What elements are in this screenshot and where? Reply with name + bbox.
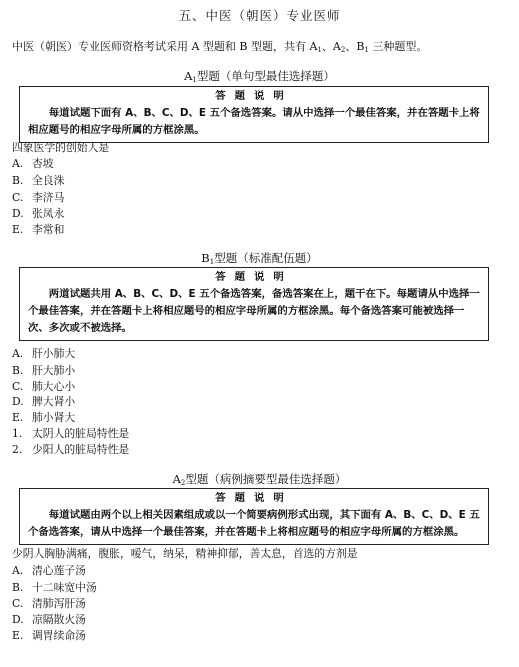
option-d: D. 脾大肾小 <box>12 395 76 408</box>
option-e: E. 李常和 <box>12 223 65 236</box>
question-1: 1. 太阴人的脏局特性是 <box>12 427 130 440</box>
instruction-text: 每道试题下面有 A、B、C、D、E 五个备选答案。请从中选择一个最佳答案，并在答题卡上将相应题号的相应字母所属的方框涂黑。 <box>28 107 480 136</box>
option-c: C. 清肺泻肝汤 <box>12 597 86 610</box>
intro-paragraph: 中医（朝医）专业医师资格考试采用 A 型题和 B 型题，共有 $A_1$、$A_2$、$B_1$ 三种题型。 <box>12 40 428 54</box>
option-b: B. 十二味宽中汤 <box>12 581 97 594</box>
instruction-box-b1 <box>19 267 489 341</box>
instruction-heading: 答题说明 <box>215 271 293 283</box>
option-b: B. 全良洙 <box>12 174 65 187</box>
section-heading-a1: $A_1$型题（单句型最佳选择题） <box>184 69 335 84</box>
section-heading-a2: $A_2$型题（病例摘要型最佳选择题） <box>172 472 347 487</box>
instruction-box-a2 <box>19 488 489 545</box>
option-e: E. 肺小肾大 <box>12 411 76 424</box>
option-c: C. 李济马 <box>12 191 65 204</box>
instruction-text: 两道试题共用 A、B、C、D、E 五个备选答案，备选答案在上，题干在下。每题请从中选择一个最佳答案，并在答题卡上将相应题号的相应字母所属的方框涂黑。每个备选答案可能被选择一次、多次或不被选择。 <box>28 288 480 334</box>
option-a: A. 杏坡 <box>12 157 54 170</box>
instruction-heading: 答题说明 <box>215 90 293 102</box>
option-a: A. 肝小肺大 <box>12 347 76 360</box>
option-e: E. 调胃续命汤 <box>12 629 86 642</box>
option-d: D. 张凤永 <box>12 207 65 220</box>
option-b: B. 肝大肺小 <box>12 364 76 377</box>
option-c: C. 肺大心小 <box>12 380 76 393</box>
section-heading-b1: $B_1$型题（标准配伍题） <box>201 251 318 266</box>
question-2: 2. 少阳人的脏局特性是 <box>12 443 130 456</box>
page-title: 五、中医（朝医）专业医师 <box>178 8 341 23</box>
instruction-text: 每道试题由两个以上相关因素组成或以一个简要病例形式出现，其下面有 A、B、C、D、E 五个备选答案，请从中选择一个最佳答案，并在答题卡上将相应题号的相应字母所属的方框涂黑。 <box>28 509 480 538</box>
option-a: A. 清心莲子汤 <box>12 564 86 577</box>
instruction-heading: 答题说明 <box>215 492 293 504</box>
instruction-box-a1 <box>19 86 489 143</box>
option-d: D. 凉隔散火汤 <box>12 613 86 626</box>
question-stem: 少阴人胸胁满痛，腹胀，嗳气，纳呆，精神抑郁，善太息，首选的方剂是 <box>12 547 358 560</box>
question-stem: 四象医学的创始人是 <box>12 141 110 154</box>
